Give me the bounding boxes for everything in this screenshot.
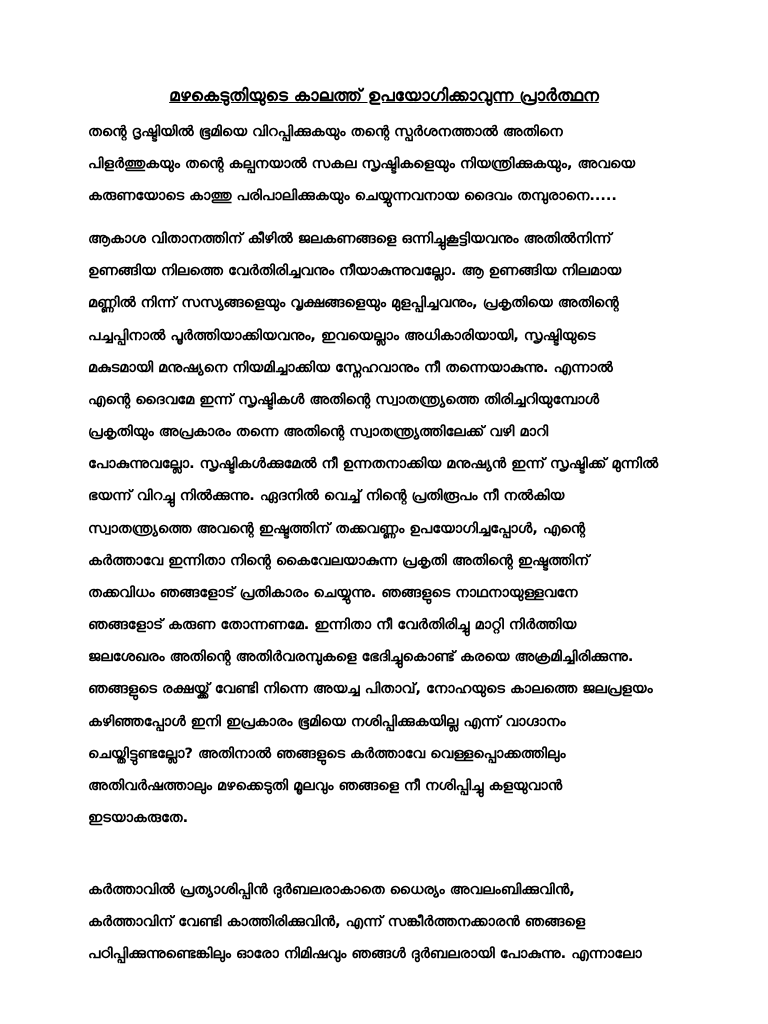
paragraph-line: ഞങ്ങളോട് കരുണ തോന്നണമേ. ഇന്നിതാ നീ വേർതിരിച്ചു മാറ്റി നിർത്തിയ [88,617,577,633]
paragraph-line: പച്ചപ്പിനാൽ പൂർത്തിയാക്കിയവനും, ഇവയെല്ലാം അധികാരിയായി, സൃഷ്ടിയുടെ [88,328,596,344]
paragraph-line: കർത്താവിൽ പ്രത്യാശിപ്പിൻ ദുർബലരാകാതെ ധൈര്യം അവലംബിക്കുവിൻ, [88,882,575,898]
paragraph-line: പഠിപ്പിക്കുന്നുണ്ടെങ്കിലും ഓരോ നിമിഷവും ഞങ്ങൾ ദുർബലരായി പോകുന്നു. എന്നാലോ [88,946,642,962]
paragraph-line: തന്റെ ദൃഷ്ടിയിൽ ഭൂമിയെ വിറപ്പിക്കുകയും തന്റെ സ്പർശനത്താൽ അതിനെ [88,124,563,140]
paragraph-line: പിളർത്തുകയും തന്റെ കല്പനയാൽ സകല സൃഷ്ടികളെയും നിയന്ത്രിക്കുകയും, അവയെ [88,156,636,172]
paragraph-line: കർത്താവേ ഇന്നിതാ നിന്റെ കൈവേലയാകുന്ന പ്രകൃതി അതിന്റെ ഇഷ്ടത്തിന് [88,553,590,569]
paragraph-line: സ്വാതന്ത്ര്യത്തെ അവന്റെ ഇഷ്ടത്തിന് തക്കവണ്ണം ഉപയോഗിച്ചപ്പോൾ, എന്റെ [88,521,586,537]
paragraph-line: പോകുന്നുവല്ലോ. സൃഷ്ടികൾക്കുമേൽ നീ ഉന്നതനാക്കിയ മനുഷ്യൻ ഇന്ന് സൃഷ്ടിക്ക് മുന്നിൽ [88,456,659,472]
paragraph-line: അതിവർഷത്താലും മഴക്കെടുതി മൂലവും ഞങ്ങളെ നീ നശിപ്പിച്ചു കളയുവാൻ [88,778,563,794]
paragraph-line: മണ്ണിൽ നിന്ന് സസ്യങ്ങളെയും വൃക്ഷങ്ങളെയും മുളപ്പിച്ചവനും, പ്രകൃതിയെ അതിന്റെ [88,295,619,311]
paragraph-line: ഞങ്ങളുടെ രക്ഷയ്ക്ക് വേണ്ടി നിന്നെ അയച്ച പിതാവ്, നോഹയുടെ കാലത്തെ ജലപ്രളയം [88,681,653,697]
paragraph-line: ഉണങ്ങിയ നിലത്തെ വേർതിരിച്ചവനും നീയാകുന്നുവല്ലോ. ആ ഉണങ്ങിയ നിലമായ [88,263,622,279]
paragraph-line: പ്രകൃതിയും അപ്രകാരം തന്നെ അതിന്റെ സ്വാതന്ത്ര്യത്തിലേക്ക് വഴി മാറി [88,424,549,440]
paragraph-line: തക്കവിധം ഞങ്ങളോട് പ്രതികാരം ചെയ്യുന്നു. ഞങ്ങളുടെ നാഥനായുള്ളവനേ [88,585,578,601]
paragraph-line: കരുണയോടെ കാത്തു പരിപാലിക്കുകയും ചെയ്യുന്നവനായ ദൈവം തമ്പുരാനെ..... [88,188,617,204]
paragraph-line: എന്റെ ദൈവമേ ഇന്ന് സൃഷ്ടികൾ അതിന്റെ സ്വാതന്ത്ര്യത്തെ തിരിച്ചറിയുമ്പോൾ [88,392,600,408]
paragraph-line: ആകാശ വിതാനത്തിന് കീഴിൽ ജലകണങ്ങളെ ഒന്നിച്ചുകൂട്ടിയവനും അതിൽനിന്ന് [88,231,612,247]
paragraph-line: ഇടയാകരുതേ. [88,810,189,826]
paragraph-line: കഴിഞ്ഞപ്പോൾ ഇനി ഇപ്രകാരം ഭൂമിയെ നശിപ്പിക്കുകയില്ല എന്ന് വാഗ്ദാനം [88,714,566,730]
paragraph-line: ചെയ്തിട്ടുണ്ടല്ലോ? അതിനാൽ ഞങ്ങളുടെ കർത്താവേ വെള്ളപ്പൊക്കത്തിലും [88,746,566,762]
page-title: മഴകെടുതിയുടെ കാലത്ത് ഉപയോഗിക്കാവുന്ന പ്രാർത്ഥന [169,86,599,106]
paragraph-line: കർത്താവിന് വേണ്ടി കാത്തിരിക്കുവിൻ, എന്ന് സങ്കീർത്തനക്കാരൻ ഞങ്ങളെ [88,914,586,930]
paragraph-line: മകുടമായി മനുഷ്യനെ നിയമിച്ചാക്കിയ സ്നേഹവാനും നീ തന്നെയാകുന്നു. എന്നാൽ [88,360,613,376]
paragraph-line: ഭയന്ന് വിറച്ചു നിൽക്കുന്നു. ഏദനിൽ വെച്ച് നിന്റെ പ്രതിരൂപം നീ നൽകിയ [88,488,565,504]
paragraph-line: ജലശേഖരം അതിന്റെ അതിർവരമ്പുകളെ ഭേദിച്ചുകൊണ്ട് കരയെ അക്രമിച്ചിരിക്കുന്നു. [88,649,634,665]
